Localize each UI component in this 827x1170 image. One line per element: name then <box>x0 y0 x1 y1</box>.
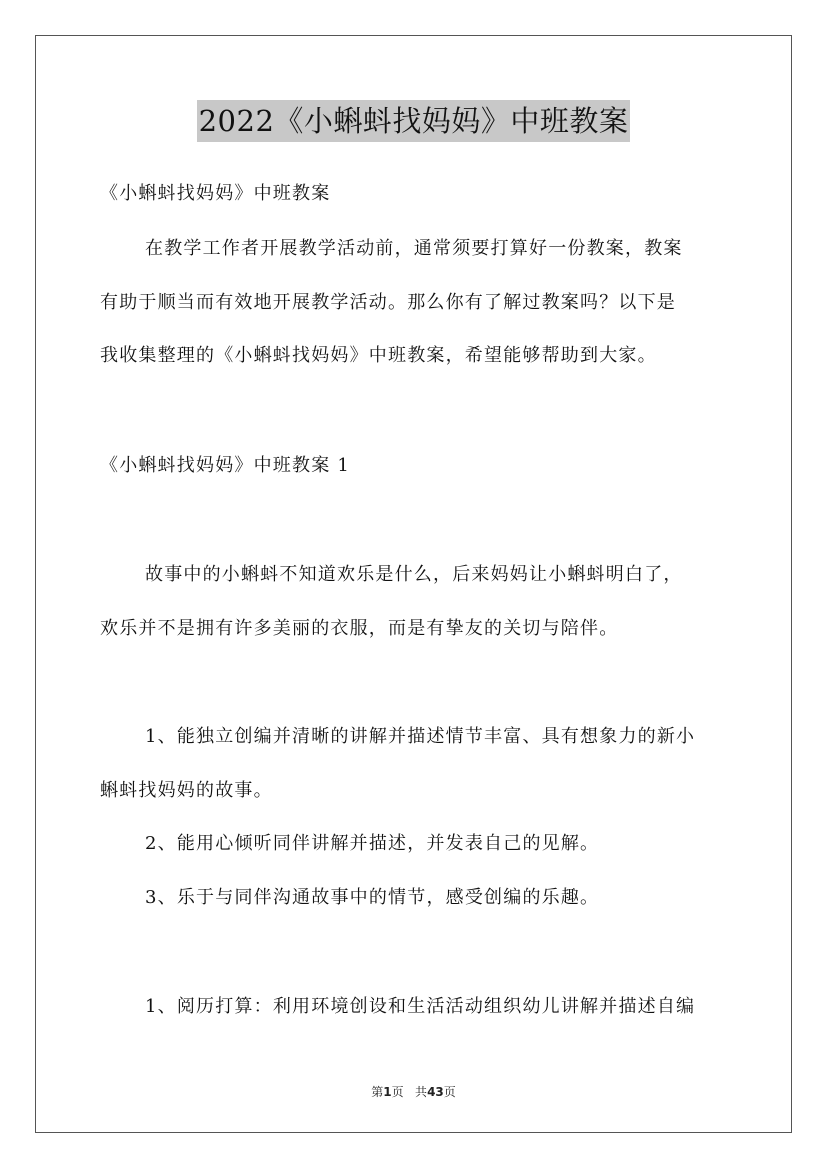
goal-line-1: 1、能独立创编并清晰的讲解并描述情节丰富、具有想象力的新小 <box>145 726 696 747</box>
total-suffix: 页 <box>443 1085 456 1099</box>
document-title: 2022《小蝌蚪找妈妈》中班教案 <box>197 100 631 142</box>
page-footer <box>0 1084 827 1100</box>
goal-line-3: 2、能用心倾听同伴讲解并描述，并发表自己的见解。 <box>145 833 600 854</box>
intro-line-2: 有助于顺当而有效地开展教学活动。那么你有了解过教案吗？以下是 <box>100 292 676 313</box>
page-prefix: 第 <box>371 1085 384 1099</box>
prep-line-1: 1、阅历打算：利用环境创设和生活活动组织幼儿讲解并描述自编 <box>145 996 696 1017</box>
story-line-1: 故事中的小蝌蚪不知道欢乐是什么，后来妈妈让小蝌蚪明白了， <box>145 564 683 585</box>
page-number: 1 <box>383 1085 392 1099</box>
page-suffix: 页 <box>391 1085 404 1099</box>
section-heading: 《小蝌蚪找妈妈》中班教案 1 <box>100 455 350 476</box>
document-subtitle: 《小蝌蚪找妈妈》中班教案 <box>100 183 331 204</box>
goal-line-4: 3、乐于与同伴沟通故事中的情节，感受创编的乐趣。 <box>145 887 600 908</box>
title-container <box>0 100 827 142</box>
total-prefix: 共 <box>415 1085 428 1099</box>
intro-line-1: 在教学工作者开展教学活动前，通常须要打算好一份教案，教案 <box>145 238 683 259</box>
story-line-2: 欢乐并不是拥有许多美丽的衣服，而是有挚友的关切与陪伴。 <box>100 618 619 639</box>
goal-line-2: 蝌蚪找妈妈的故事。 <box>100 780 273 801</box>
intro-line-3: 我收集整理的《小蝌蚪找妈妈》中班教案，希望能够帮助到大家。 <box>100 345 657 366</box>
total-pages: 43 <box>427 1085 444 1099</box>
